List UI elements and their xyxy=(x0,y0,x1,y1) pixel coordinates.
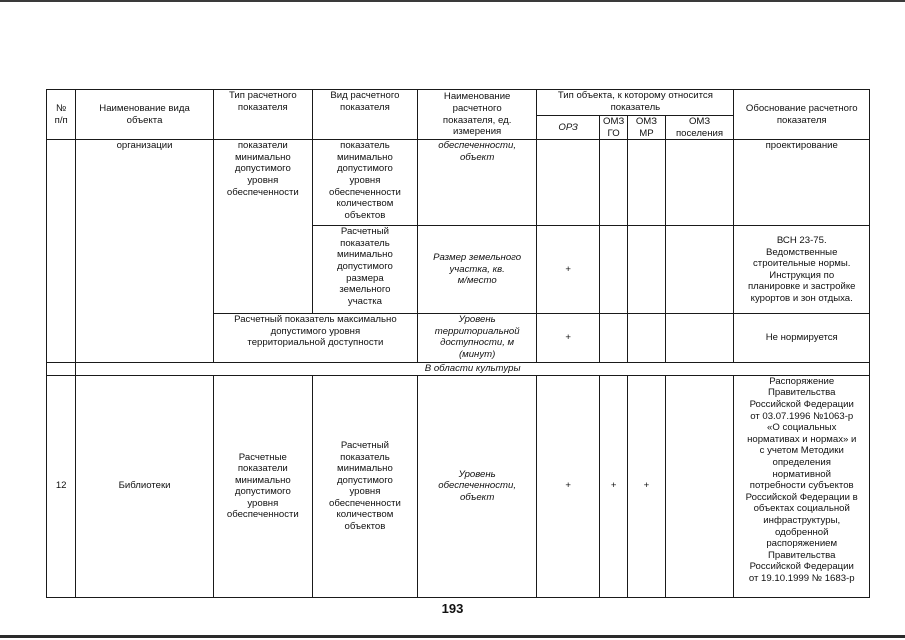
cell-type-libraries: Расчетные показатели минимально допустимого уровня обеспеченности xyxy=(213,375,312,597)
header-num: № п/п xyxy=(47,90,76,140)
section-title: В области культуры xyxy=(76,363,870,376)
scan-edge-bottom xyxy=(0,635,905,638)
header-indicator-kind: Вид расчетного показателя xyxy=(312,90,417,140)
norms-table xyxy=(46,89,870,598)
cell-omz-go-land xyxy=(599,226,627,314)
cell-orz-libraries: + xyxy=(537,375,600,597)
cell-name-land: Размер земельного участка, кв. м/место xyxy=(418,226,537,314)
page-number: 193 xyxy=(441,601,464,616)
cell-omz-pos-access xyxy=(665,314,734,363)
cell-omz-go-r1 xyxy=(599,140,627,226)
scan-edge-top xyxy=(0,0,905,2)
cell-num-12: 12 xyxy=(47,375,76,597)
cell-orz-access: + xyxy=(537,314,600,363)
cell-name-libraries: Уровень обеспеченности, объект xyxy=(418,375,537,597)
cell-name-access: Уровень территориальной доступности, м (минут) xyxy=(418,314,537,363)
header-object-type-group: Тип объекта, к которому относится показатель xyxy=(537,90,734,116)
cell-justification-libraries: Распоряжение Правительства Российской Федерации от 03.07.1996 №1063-р «О социальных нормативах и нормах» и с учетом Методики определения нормативной потребности субъектов Российской Федерации в объектах социальной инфраструктуры, одобренной распоряжением Правительства Российской Федерации от 19.10.1999 № 1683-р xyxy=(734,375,870,597)
header-indicator-type: Тип расчетного показателя xyxy=(213,90,312,140)
cell-omz-pos-land xyxy=(665,226,734,314)
cell-orz-r1 xyxy=(537,140,600,226)
cell-omz-pos-r1 xyxy=(665,140,734,226)
header-omz-go: ОМЗ ГО xyxy=(599,116,627,140)
cell-justification-access: Не нормируется xyxy=(734,314,870,363)
header-omz-mr: ОМЗ МР xyxy=(628,116,665,140)
header-row-1 xyxy=(47,90,870,116)
cell-omz-go-access xyxy=(599,314,627,363)
cell-omz-mr-r1 xyxy=(628,140,665,226)
cell-section-num-empty xyxy=(47,363,76,376)
cell-type-continued: показатели минимально допустимого уровня обеспеченности xyxy=(213,140,312,314)
cell-justification-land: ВСН 23-75. Ведомственные строительные нормы. Инструкция по планировке и застройке курортов и зон отдыха. xyxy=(734,226,870,314)
header-object-name: Наименование вида объекта xyxy=(76,90,213,140)
cell-object-libraries: Библиотеки xyxy=(76,375,213,597)
cell-omz-pos-libraries xyxy=(665,375,734,597)
header-orz: ОРЗ xyxy=(537,116,600,140)
cell-kind-continued: показатель минимально допустимого уровня обеспеченности количеством объектов xyxy=(312,140,417,226)
cell-omz-mr-land xyxy=(628,226,665,314)
cell-omz-go-libraries: + xyxy=(599,375,627,597)
cell-name-continued: обеспеченности, объект xyxy=(418,140,537,226)
section-row-culture xyxy=(47,363,870,376)
header-justification: Обоснование расчетного показателя xyxy=(734,90,870,140)
cell-object-continued: организации xyxy=(76,140,213,363)
cell-omz-mr-libraries: + xyxy=(628,375,665,597)
cell-kind-libraries: Расчетный показатель минимально допустимого уровня обеспеченности количеством объектов xyxy=(312,375,417,597)
header-omz-pos: ОМЗ поселения xyxy=(665,116,734,140)
cell-kind-land: Расчетный показатель минимально допустимого размера земельного участка xyxy=(312,226,417,314)
cell-num-empty xyxy=(47,140,76,363)
table-row-libraries xyxy=(47,375,870,597)
cell-orz-land: + xyxy=(537,226,600,314)
cell-omz-mr-access xyxy=(628,314,665,363)
header-indicator-name: Наименование расчетного показателя, ед. измерения xyxy=(418,90,537,140)
cell-type-kind-access: Расчетный показатель максимально допустимого уровня территориальной доступности xyxy=(213,314,417,363)
cell-justification-r1: проектирование xyxy=(734,140,870,226)
table-row-continued-1 xyxy=(47,140,870,226)
